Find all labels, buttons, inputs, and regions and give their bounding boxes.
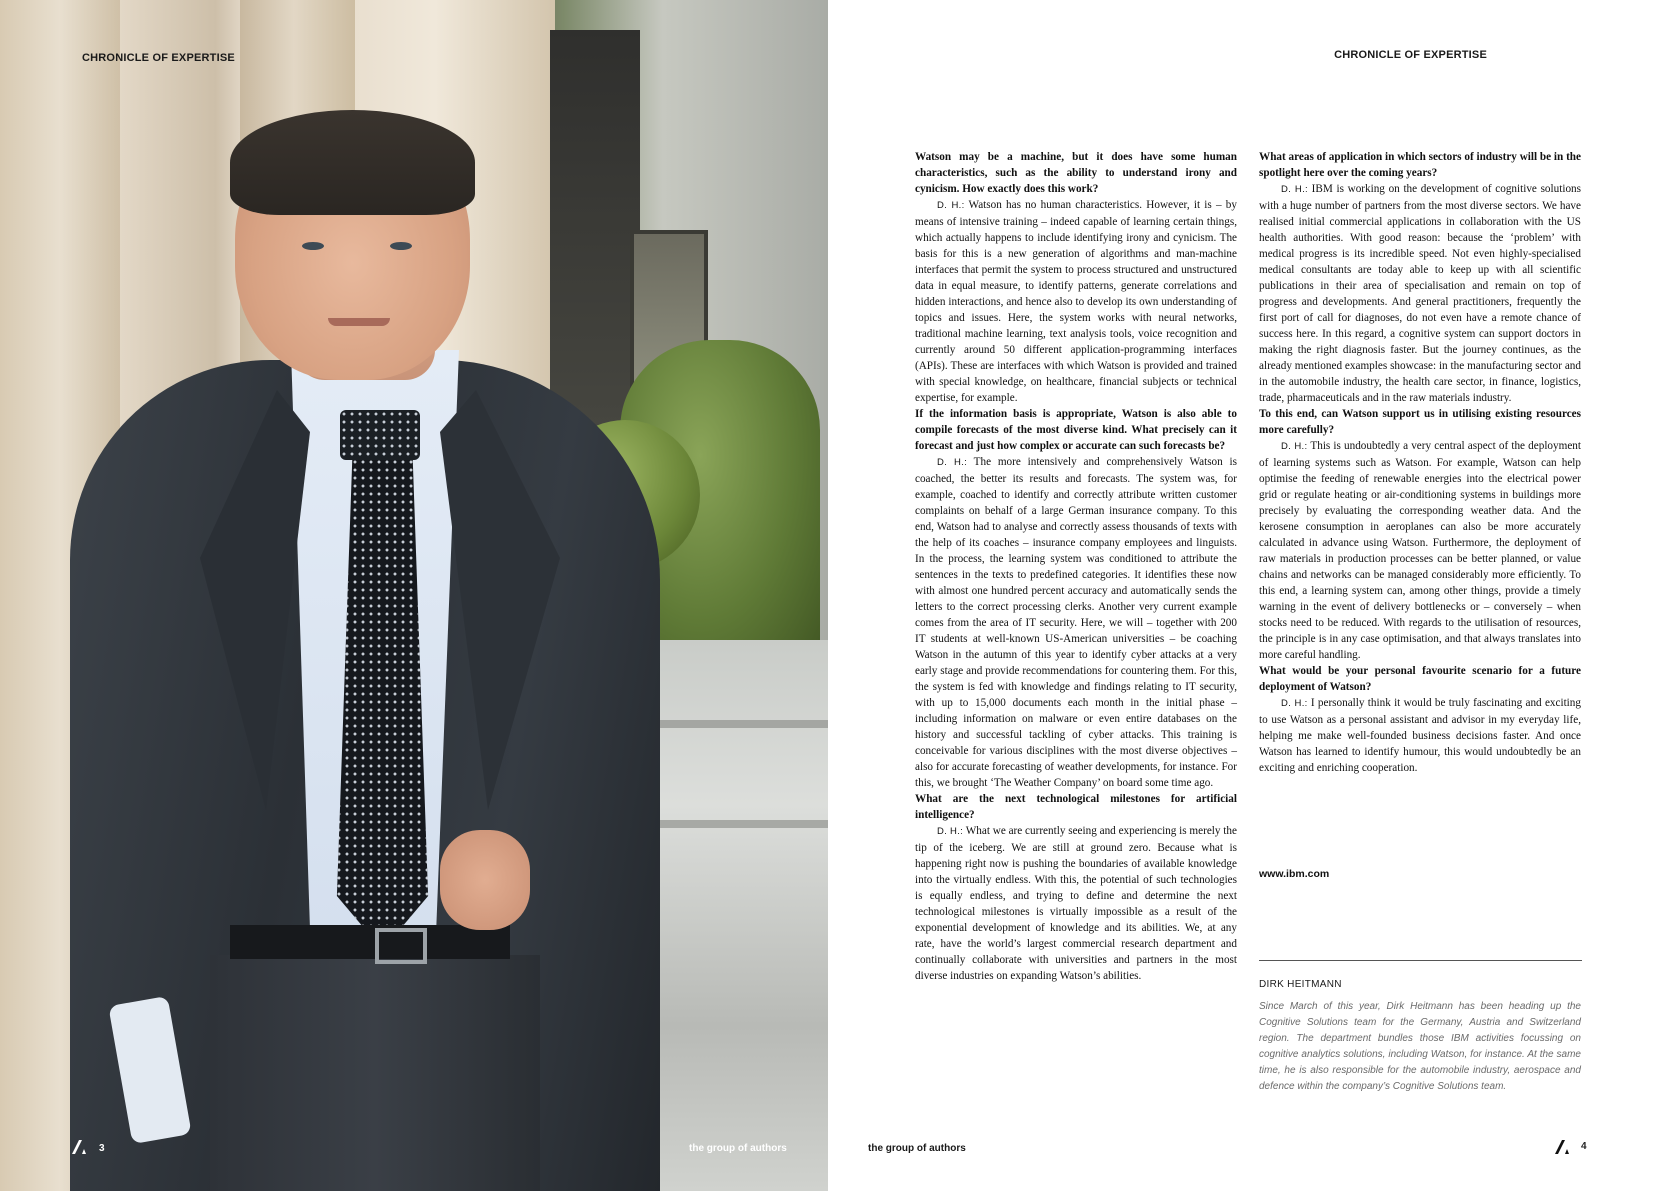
answer-text: IBM is working on the development of cognitive solutions with a huge number of partners from the most diverse sectors. We have realised initial commercial applications in collaboration with the US health authorities. With good reason: because the ‘problem’ with medical progress is its incredible speed. Not even highly-specialised medical consultants are today able to keep up with all scientific publications in their area of specialisation and remain on top of progress and developments. And general practitioners, frequently the first port of call for diagnoses, do not even have a remote chance of success here. In this regard, a cognitive system can support doctors in making the right diagnosis faster. But the journey continues, as the already mentioned examples showcase: in the manufacturing sector and in the automobile industry, the health care sector, in finance, logistics, trade, pharmaceuticals and in the raw materials industry. — [1259, 183, 1581, 404]
footer-publisher-left: the group of authors — [689, 1143, 787, 1154]
answer-text: The more intensively and comprehensively Watson is coached, the better its results and forecasts. The system was, for example, coached to identify and correctly attribute written customer complaints on behalf of a large German insurance company. To this end, Watson had to analyse and correctly assess thousands of texts with the help of its coaches – insurance company employees and linguists. In the process, the learning system was conditioned to attribute the sentences in the texts to predefined categories. It identifies these now with almost one hundred percent accuracy and automatically sends the letters to the correct processing clerks. Another very current example comes from the area of IT security. Here, we will – together with 200 IT students at well-known US-American universities – be coaching Watson in the autumn of this year to identify cyber attacks at a very early stage and provide recommendations for countering them. For this, the system is fed with knowledge and findings relating to IT security, with up to 15,000 documents each month in the initial phase – including information on malware or even entire databases on the history and successful tackling of cyber attacks. This training is conceivable for various disciplines with the most diverse objectives – also for accurate forecasting of weather developments, for instance. For this, we brought ‘The Weather Company’ on board some time ago. — [915, 456, 1237, 789]
interview-answer — [1259, 695, 1581, 776]
interview-answer — [915, 823, 1237, 984]
interview-question: What are the next technological milestones for artificial intelligence? — [915, 793, 1237, 821]
interview-question: What would be your personal favourite scenario for a future deployment of Watson? — [1259, 665, 1581, 693]
publisher-logo-icon — [72, 1140, 88, 1154]
belt-buckle — [375, 928, 427, 964]
speaker-initials: D. H.: — [937, 826, 964, 837]
interview-answer — [915, 454, 1237, 791]
answer-text: Watson has no human characteristics. However, it is – by means of intensive training – indeed capable of learning certain things, which actually happens to include identifying irony and cynicism. The basis for this is a new generation of algorithms and man-machine interfaces that permit the system to process structured and unstructured data in equal measure, to identify patterns, generate correlations and hidden interactions, and hence also to develop its own understanding of topics and issues. Here, the system works with neural networks, traditional machine learning, text analysis tools, voice recognition and currently around 50 different application-programming interfaces (APIs). These are interfaces with which Watson is provided and trained with special knowledge, on healthcare, financial subjects or technical expertise, for example. — [915, 199, 1237, 404]
speaker-initials: D. H.: — [1281, 441, 1308, 452]
belt — [230, 925, 510, 959]
publisher-logo-icon — [1555, 1140, 1571, 1154]
text-column-left — [915, 149, 1237, 984]
footer-publisher-right: the group of authors — [868, 1143, 966, 1154]
person-in-suit — [40, 110, 660, 1191]
interview-answer — [915, 197, 1237, 406]
page-number-right: 4 — [1581, 1141, 1587, 1152]
portrait-photo — [0, 0, 828, 1191]
bio-name: DIRK HEITMANN — [1259, 979, 1342, 990]
interview-answer — [1259, 181, 1581, 406]
speaker-initials: D. H.: — [937, 457, 968, 468]
tie-knot — [340, 410, 420, 460]
answer-text: This is undoubtedly a very central aspect of the deployment of learning systems such as Watson. For example, Watson can help optimise the feeding of renewable energies into the electrical power grid or regulate heating or air-conditioning systems in buildings more precisely by evaluating the corresponding weather data. And the kerosene consumption in aeroplanes can also be more accurately calculated in advance using Watson. Furthermore, the deployment of raw materials in production processes can be better planned, or value chains and networks can be managed considerably more efficiently. To this end, a learning system can, among other things, provide a timely warning in the event of delivery bottlenecks or – conversely – when stocks need to be reduced. With regards to the utilisation of resources, the principle is in any case optimisation, and that always translates into more careful handling. — [1259, 440, 1581, 661]
page-number-left: 3 — [99, 1143, 105, 1154]
speaker-initials: D. H.: — [1281, 184, 1308, 195]
answer-text: What we are currently seeing and experiencing is merely the tip of the iceberg. We are still at ground zero. Because what is happening right now is pushing the boundaries of available knowledge into the virtually endless. With this, the potential of such technologies is equally endless, and trying to define and determine the next technological milestones is virtually impossible as a result of the exponential development of knowledge and its abilities. We, at any rate, have the world’s largest commercial research department and continually collaborate with universities and partners in the most diverse industries on expanding Watson’s abilities. — [915, 825, 1237, 982]
speaker-initials: D. H.: — [1281, 698, 1308, 709]
hand — [440, 830, 530, 930]
running-head-right: CHRONICLE OF EXPERTISE — [1334, 49, 1487, 61]
interview-question: To this end, can Watson support us in utilising existing resources more carefully? — [1259, 408, 1581, 436]
eye-left — [302, 242, 324, 250]
interview-question: If the information basis is appropriate, Watson is also able to compile forecasts of the most diverse kind. What precisely can it forecast and just how complex or accurate can such forecasts be? — [915, 408, 1237, 452]
trousers — [210, 955, 540, 1191]
running-head-left: CHRONICLE OF EXPERTISE — [82, 52, 235, 64]
eye-right — [390, 242, 412, 250]
interview-question: What areas of application in which sectors of industry will be in the spotlight here over the coming years? — [1259, 151, 1581, 179]
bio-divider — [1259, 960, 1582, 961]
speaker-initials: D. H.: — [937, 200, 965, 211]
interview-question: Watson may be a machine, but it does have some human characteristics, such as the ability to understand irony and cynicism. How exactly does this work? — [915, 151, 1237, 195]
website-link[interactable]: www.ibm.com — [1259, 868, 1330, 880]
hair — [230, 110, 475, 215]
text-column-right — [1259, 149, 1581, 776]
mouth — [328, 318, 390, 326]
answer-text: I personally think it would be truly fascinating and exciting to use Watson as a personal assistant and advisor in my everyday life, helping me make well-founded business decisions faster. And once Watson has learned to identify humour, this would undoubtedly be an exciting and enriching cooperation. — [1259, 697, 1581, 774]
interview-answer — [1259, 438, 1581, 663]
bio-text: Since March of this year, Dirk Heitmann has been heading up the Cognitive Solutions team for the Germany, Austria and Switzerland region. The department bundles those IBM activities focussing on cognitive analytics solutions, including Watson, for instance. At the same time, he is also responsible for the automobile industry, aerospace and defence within the company’s Cognitive Solutions team. — [1259, 1001, 1581, 1092]
